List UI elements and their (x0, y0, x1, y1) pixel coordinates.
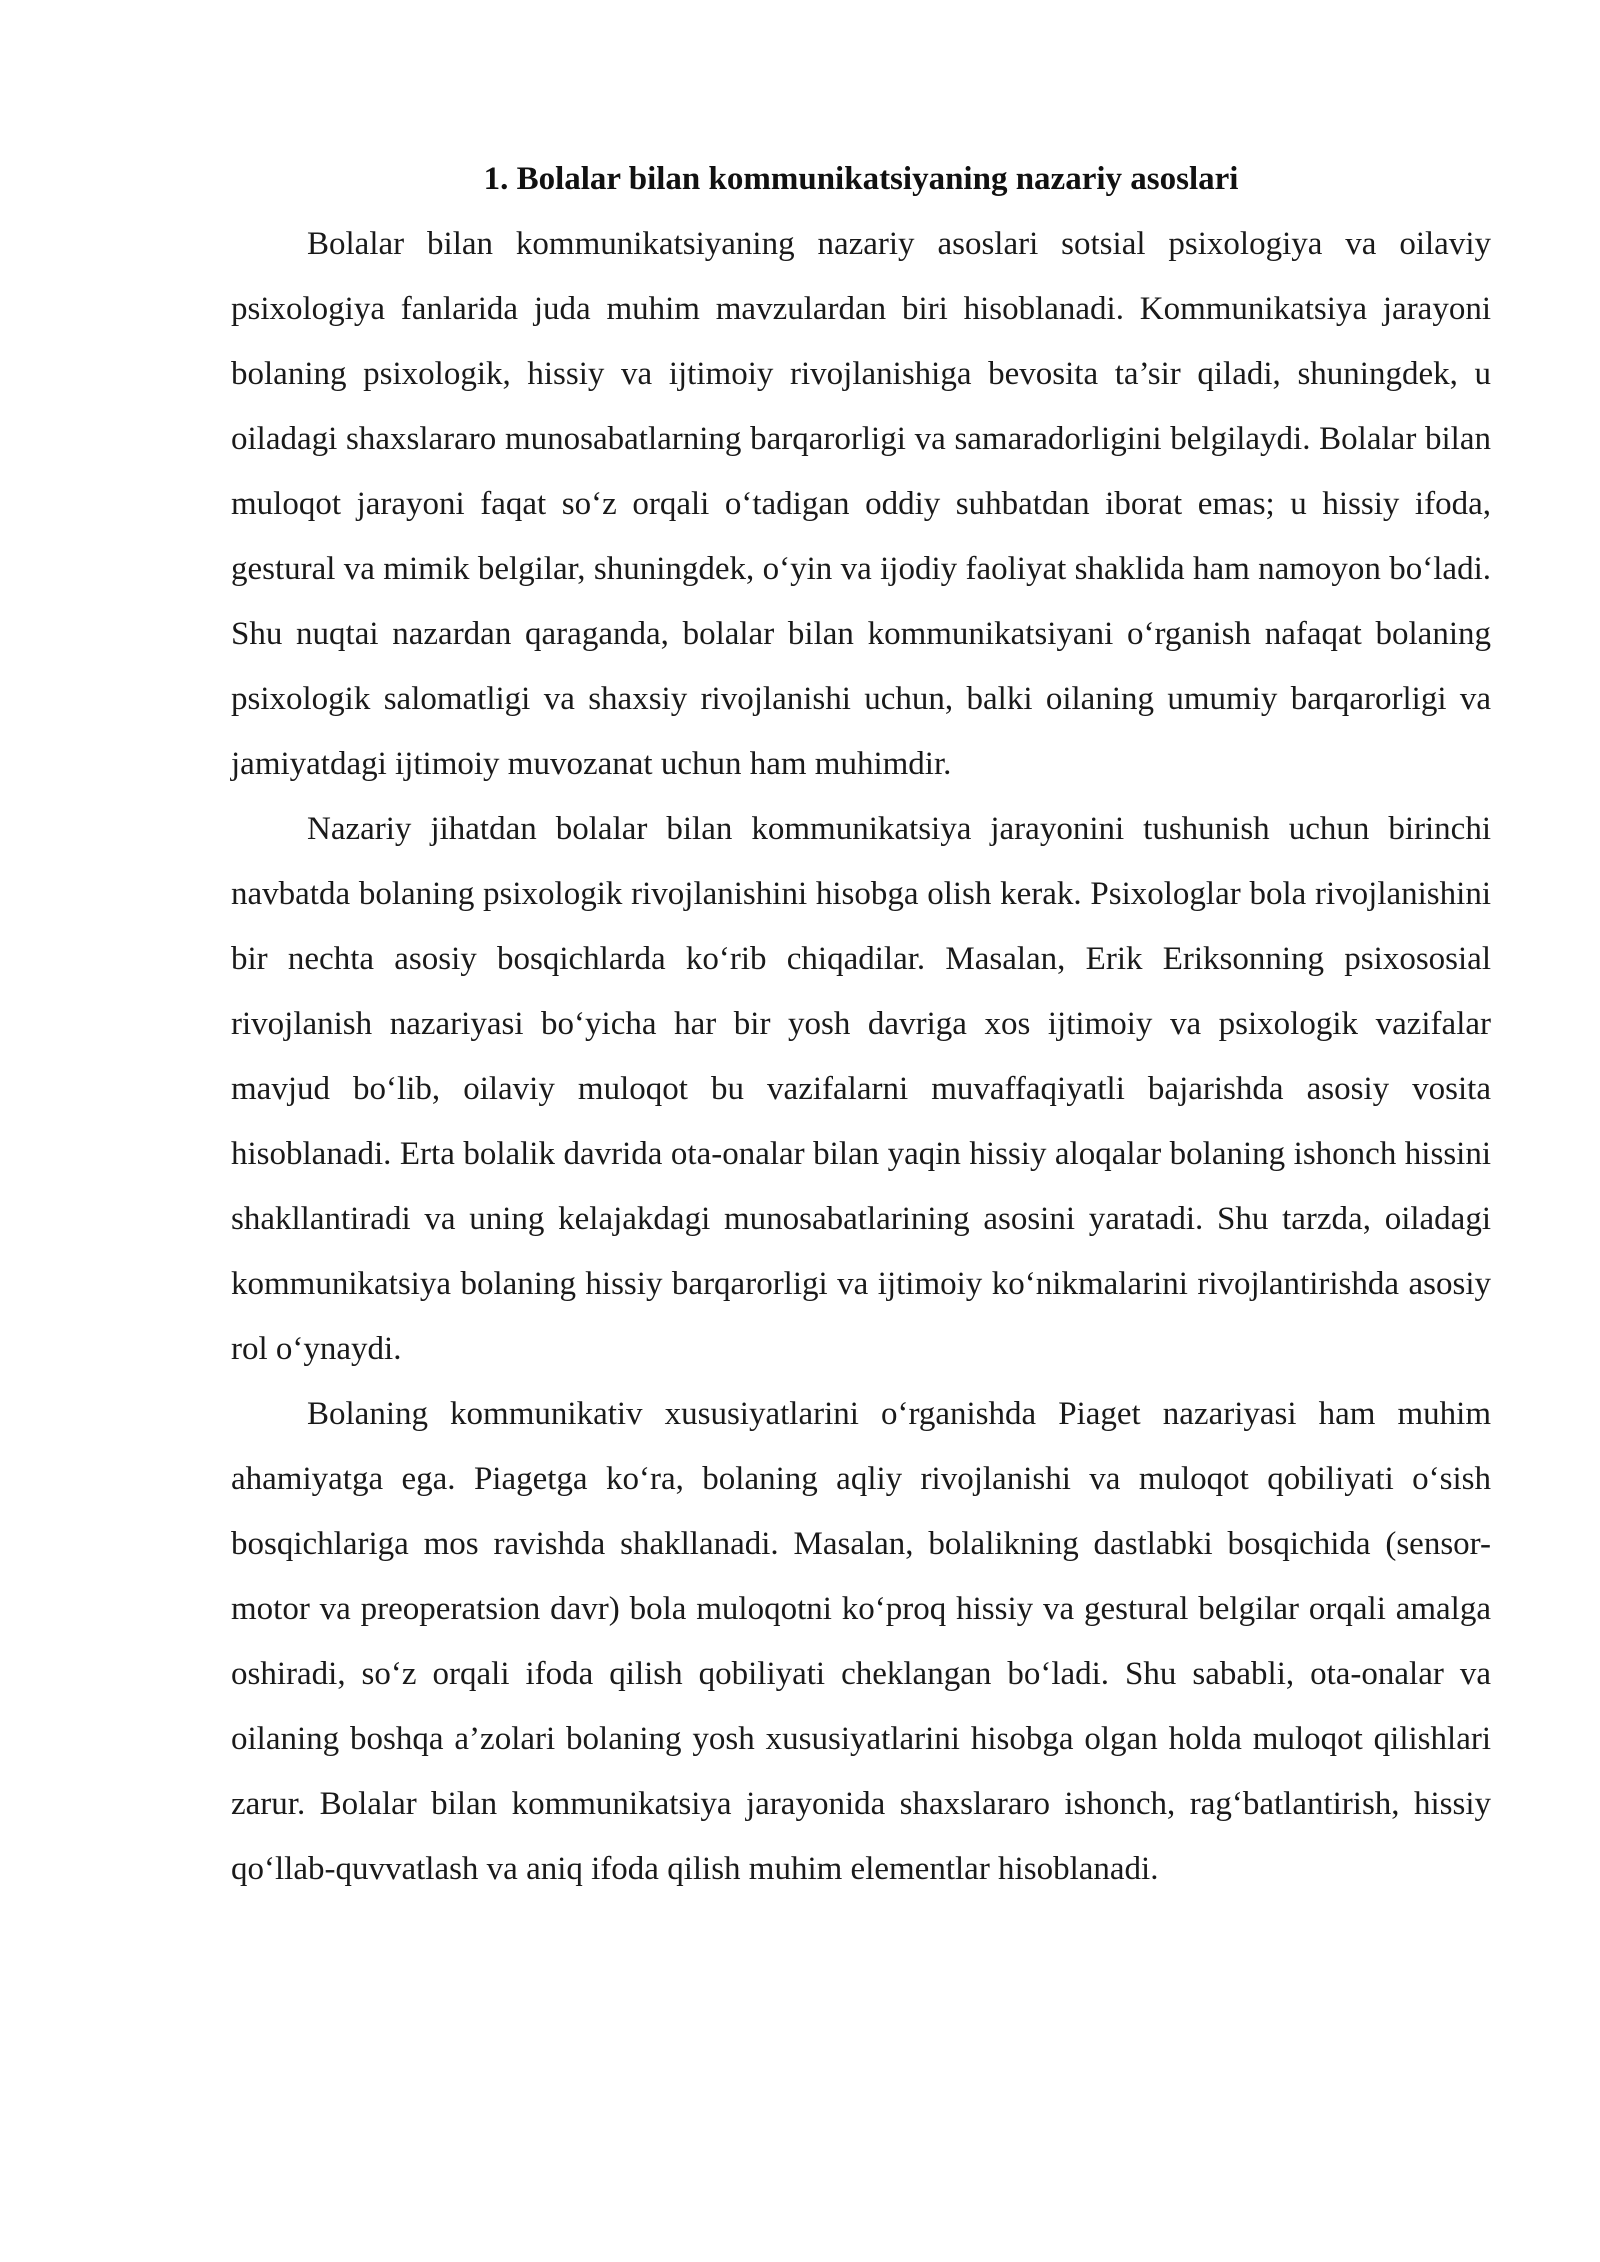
paragraph-2: Nazariy jihatdan bolalar bilan kommunikatsiya jarayonini tushunish uchun birinchi navbatda bolaning psixologik rivojlanishini hisobga olish kerak. Psixologlar bola rivojlanishini bir nechta asosiy bosqichlarda ko‘rib chiqadilar. Masalan, Erik Eriksonning psixososial rivojlanish nazariyasi bo‘yicha har bir yosh davriga xos ijtimoiy va psixologik vazifalar mavjud bo‘lib, oilaviy muloqot bu vazifalarni muvaffaqiyatli bajarishda asosiy vosita hisoblanadi. Erta bolalik davrida ota-onalar bilan yaqin hissiy aloqalar bolaning ishonch hissini shakllantiradi va uning kelajakdagi munosabatlarining asosini yaratadi. Shu tarzda, oiladagi kommunikatsiya bolaning hissiy barqarorligi va ijtimoiy ko‘nikmalarini rivojlantirishda asosiy rol o‘ynaydi. (231, 811, 1491, 1367)
section-heading: 1. Bolalar bilan kommunikatsiyaning nazariy asoslari (483, 161, 1239, 197)
paragraph-1: Bolalar bilan kommunikatsiyaning nazariy asoslari sotsial psixologiya va oilaviy psixologiya fanlarida juda muhim mavzulardan biri hisoblanadi. Kommunikatsiya jarayoni bolaning psixologik, hissiy va ijtimoiy rivojlanishiga bevosita ta’sir qiladi, shuningdek, u oiladagi shaxslararo munosabatlarning barqarorligi va samaradorligini belgilaydi. Bolalar bilan muloqot jarayoni faqat so‘z orqali o‘tadigan oddiy suhbatdan iborat emas; u hissiy ifoda, gestural va mimik belgilar, shuningdek, o‘yin va ijodiy faoliyat shaklida ham namoyon bo‘ladi. Shu nuqtai nazardan qaraganda, bolalar bilan kommunikatsiyani o‘rganish nafaqat bolaning psixologik salomatligi va shaxsiy rivojlanishi uchun, balki oilaning umumiy barqarorligi va jamiyatdagi ijtimoiy muvozanat uchun ham muhimdir. (231, 226, 1491, 782)
document-body (231, 147, 1491, 1902)
paragraph-3: Bolaning kommunikativ xususiyatlarini o‘rganishda Piaget nazariyasi ham muhim ahamiyatga ega. Piagetga ko‘ra, bolaning aqliy rivojlanishi va muloqot qobiliyati o‘sish bosqichlariga mos ravishda shakllanadi. Masalan, bolalikning dastlabki bosqichida (sensor-motor va preoperatsion davr) bola muloqotni ko‘proq hissiy va gestural belgilar orqali amalga oshiradi, so‘z orqali ifoda qilish qobiliyati cheklangan bo‘ladi. Shu sababli, ota-onalar va oilaning boshqa a’zolari bolaning yosh xususiyatlarini hisobga olgan holda muloqot qilishlari zarur. Bolalar bilan kommunikatsiya jarayonida shaxslararo ishonch, rag‘batlantirish, hissiy qo‘llab-quvvatlash va aniq ifoda qilish muhim elementlar hisoblanadi. (231, 1396, 1491, 1887)
